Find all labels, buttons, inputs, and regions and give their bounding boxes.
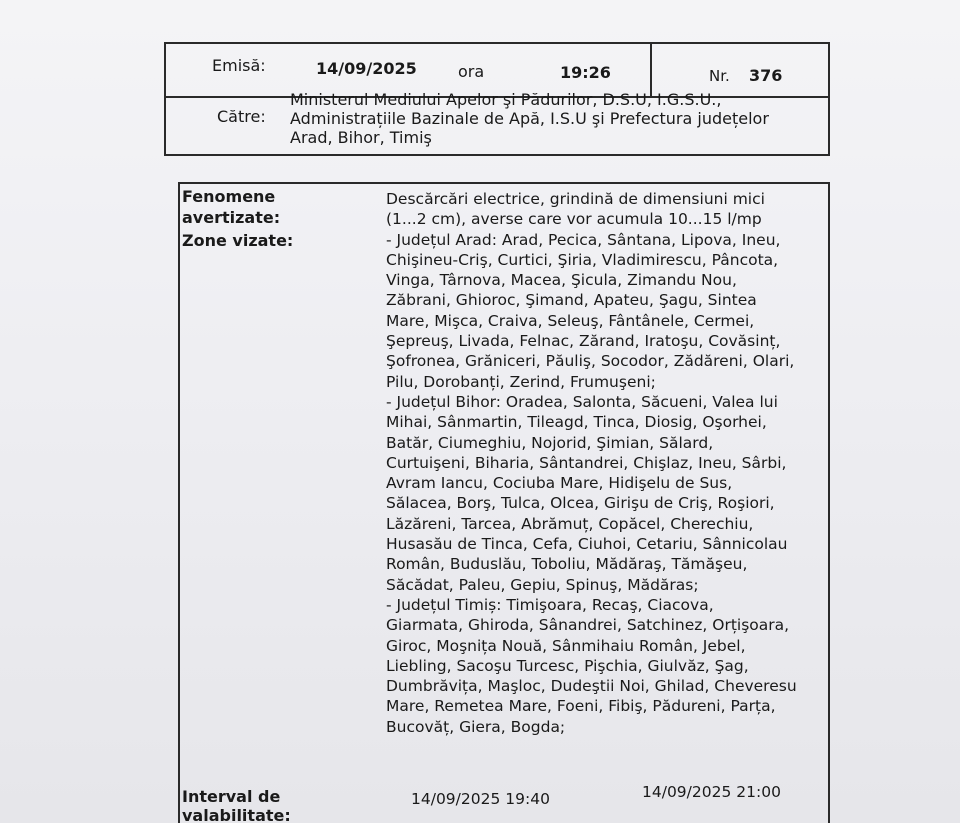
content-line: Şofronea, Grăniceri, Păuliş, Socodor, Zădăreni, Olari, xyxy=(386,352,795,371)
ora-label: ora xyxy=(458,62,485,81)
fenomene-label: Fenomene xyxy=(182,187,276,206)
content-line: (1...2 cm), averse care vor acumula 10...15 l/mp xyxy=(386,210,762,229)
recipient-line: Administrațiile Bazinale de Apă, I.S.U şi Prefectura județelor xyxy=(290,109,769,128)
content-line: Giarmata, Ghiroda, Sânandrei, Satchinez, Orțişoara, xyxy=(386,616,790,635)
avertizate-label: avertizate: xyxy=(182,208,281,227)
content-line: Bucovăț, Giera, Bogda; xyxy=(386,717,566,736)
content-line: Săcădat, Paleu, Gepiu, Spinuş, Mădăras; xyxy=(386,575,699,594)
content-line: Mare, Remetea Mare, Foeni, Fibiş, Pădureni, Parța, xyxy=(386,697,776,716)
content-line: Sălacea, Borş, Tulca, Olcea, Girişu de Criş, Roşiori, xyxy=(386,494,775,513)
content-line: - Județul Arad: Arad, Pecica, Sântana, Lipova, Ineu, xyxy=(386,230,781,249)
nr-label: Nr. xyxy=(709,67,730,85)
content-line: Dumbrăvița, Maşloc, Dudeştii Noi, Ghilad, Cheveresu xyxy=(386,677,797,696)
nr-value: 376 xyxy=(749,66,783,85)
content-line: - Județul Bihor: Oradea, Salonta, Săcueni, Valea lui xyxy=(386,392,778,411)
recipients xyxy=(290,90,769,147)
interval-end: 14/09/2025 21:00 xyxy=(642,783,781,801)
content-line: Liebling, Sacoşu Turcesc, Pişchia, Giulvăz, Şag, xyxy=(386,656,749,675)
ora-value: 19:26 xyxy=(560,63,611,82)
interval-start: 14/09/2025 19:40 xyxy=(411,790,550,808)
content-line: Batăr, Ciumeghiu, Nojorid, Şimian, Sălard, xyxy=(386,433,714,452)
interval-label: Interval de xyxy=(182,787,281,806)
content-line: Mare, Mişca, Craiva, Seleuş, Fântânele, Cermei, xyxy=(386,311,755,330)
content-line: Zăbrani, Ghioroc, Şimand, Apateu, Şagu, Sintea xyxy=(386,291,757,310)
catre-label: Către: xyxy=(217,107,266,126)
content-line: Avram Iancu, Cociuba Mare, Hidişelu de Sus, xyxy=(386,474,733,493)
content-line: Chişineu-Criş, Curtici, Şiria, Vladimirescu, Pâncota, xyxy=(386,250,779,269)
content-line: Şepreuş, Livada, Felnac, Zărand, Iratoşu, Covăsinț, xyxy=(386,332,781,351)
content-line: Giroc, Moşnița Nouă, Sânmihaiu Român, Jebel, xyxy=(386,636,746,655)
content-line: Lăzăreni, Tarcea, Abrămuț, Copăcel, Cherechiu, xyxy=(386,514,754,533)
zone-label: Zone vizate: xyxy=(182,231,294,250)
recipient-line: Ministerul Mediului Apelor şi Pădurilor, D.S.U, I.G.S.U., xyxy=(290,90,722,109)
content-line: Descărcări electrice, grindină de dimensiuni mici xyxy=(386,190,765,208)
nr-divider xyxy=(650,44,652,96)
content-line: Român, Buduslău, Toboliu, Mădăraş, Tămăşeu, xyxy=(386,555,748,574)
content-line: Husasău de Tinca, Cefa, Ciuhoi, Cetariu, Sânnicolau xyxy=(386,535,788,554)
content-line: Mihai, Sânmartin, Tileagd, Tinca, Diosig, Oşorhei, xyxy=(386,413,767,432)
valabilitate-label: valabilitate: xyxy=(182,806,291,823)
content-line: - Județul Timiș: Timişoara, Recaş, Ciacova, xyxy=(386,595,714,614)
recipient-line: Arad, Bihor, Timiş xyxy=(290,128,432,147)
emisa-label: Emisă: xyxy=(212,56,266,75)
content-line: Vinga, Târnova, Macea, Şicula, Zimandu Nou, xyxy=(386,271,737,290)
emisa-date: 14/09/2025 xyxy=(316,59,417,78)
content-line: Pilu, Dorobanți, Zerind, Frumuşeni; xyxy=(386,372,656,391)
warning-content xyxy=(386,189,797,737)
content-line: Curtuişeni, Biharia, Sântandrei, Chişlaz, Ineu, Sârbi, xyxy=(386,453,787,472)
